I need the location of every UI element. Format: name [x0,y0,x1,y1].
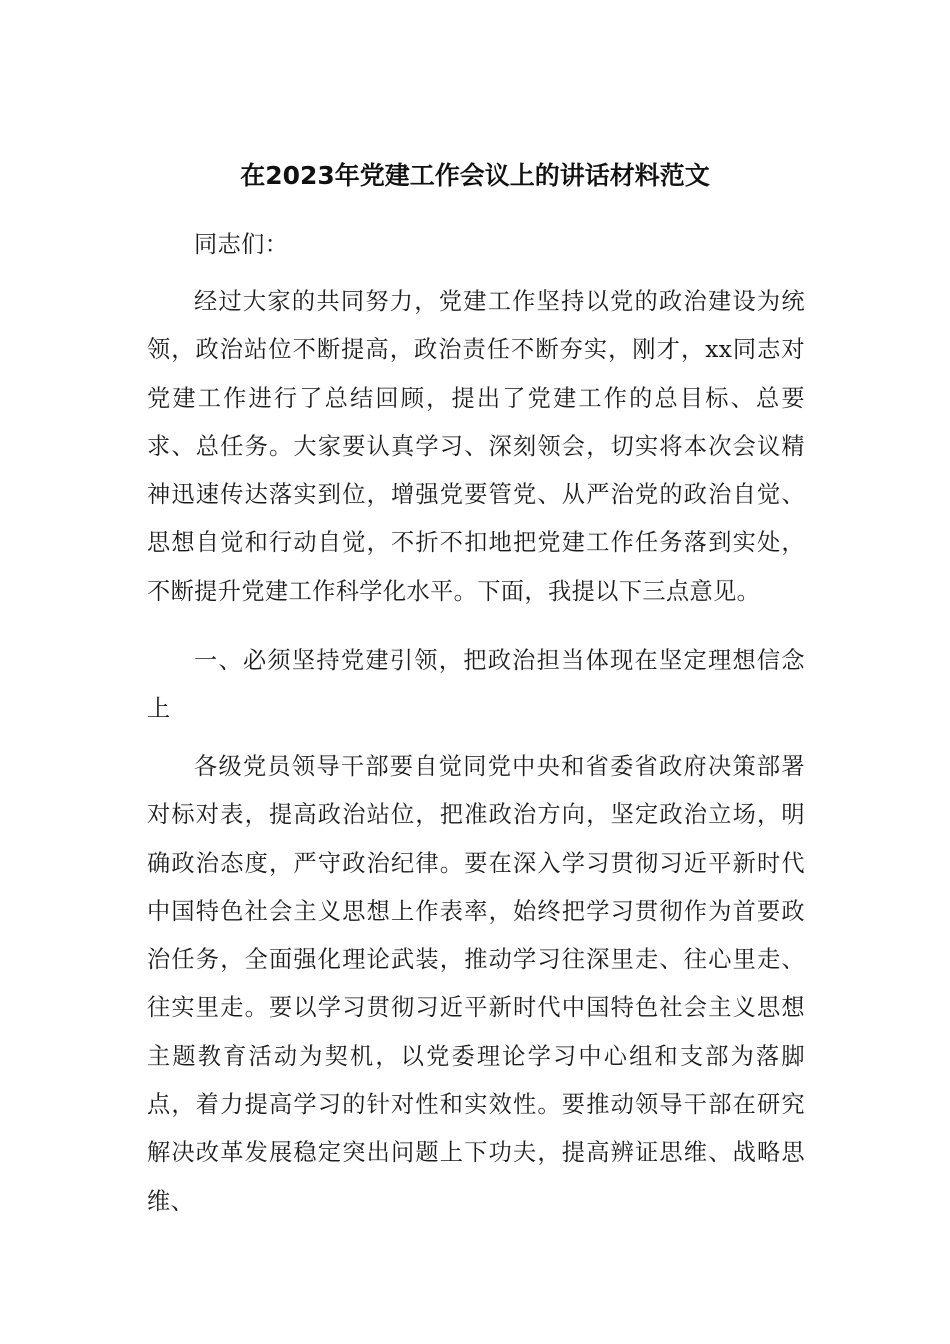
paragraph-1: 经过大家的共同努力，党建工作坚持以党的政治建设为统领，政治站位不断提高，政治责任不断夯实，刚才，xx同志对党建工作进行了总结回顾，提出了党建工作的总目标、总要求、总任务。大家要认真学习、深刻领会，切实将本次会议精神迅速传达落实到位，增强党要管党、从严治党的政治自觉、思想自觉和行动自觉，不折不扣地把党建工作任务落到实处，不断提升党建工作科学化水平。下面，我提以下三点意见。 [147,288,805,605]
document-title: 在2023年党建工作会议上的讲话材料范文 [240,161,710,190]
section-heading-1: 一、必须坚持党建引领，把政治担当体现在坚定理想信念上 [147,647,805,723]
salutation: 同志们： [194,231,289,258]
paragraph-2: 各级党员领导干部要自觉同党中央和省委省政府决策部署对标对表，提高政治站位，把准政治方向，坚定政治立场，明确政治态度，严守政治纪律。要在深入学习贯彻习近平新时代中国特色社会主义思想上作表率，始终把学习贯彻作为首要政治任务，全面强化理论武装，推动学习往深里走、往心里走、往实里走。要以学习贯彻习近平新时代中国特色社会主义思想主题教育活动为契机，以党委理论学习中心组和支部为落脚点，着力提高学习的针对性和实效性。要推动领导干部在研究解决改革发展稳定突出问题上下功夫，提高辨证思维、战略思维、 [147,753,805,1215]
